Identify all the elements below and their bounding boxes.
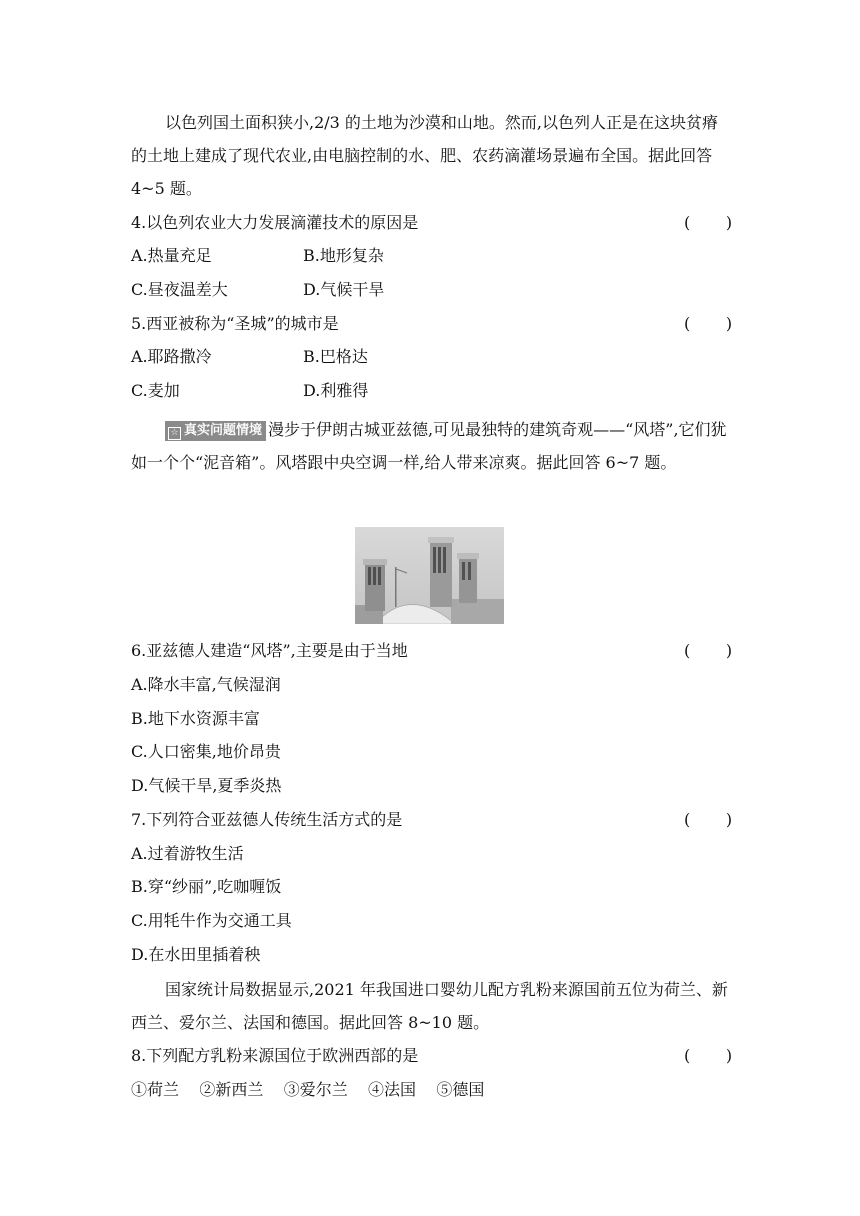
question-6-answer-paren: ( ): [684, 641, 733, 660]
question-4-stem: 4.以色列农业大力发展滴灌技术的原因是: [131, 213, 419, 232]
wind-tower-photo: [355, 527, 504, 624]
question-6-option-b: B.地下水资源丰富: [131, 709, 260, 728]
question-8-answer-paren: ( ): [684, 1046, 733, 1065]
question-7-option-d: D.在水田里插着秧: [131, 945, 261, 964]
question-7-stem: 7.下列符合亚兹德人传统生活方式的是: [131, 810, 403, 829]
intro-paragraph-yazd: [131, 413, 731, 479]
question-6-stem: 6.亚兹德人建造“风塔”,主要是由于当地: [131, 641, 408, 660]
question-4-option-c: C.昼夜温差大: [131, 280, 228, 299]
intro-paragraph-yazd-text: 漫步于伊朗古城亚兹德,可见最独特的建筑奇观——“风塔”,它们犹如一个个“泥音箱”。风塔跟中央空调一样,给人带来凉爽。据此回答 6~7 题。: [131, 420, 727, 472]
question-4-answer-paren: ( ): [684, 213, 733, 232]
question-8-options: ①荷兰 ②新西兰 ③爱尔兰 ④法国 ⑤德国: [131, 1080, 485, 1099]
question-6-option-c: C.人口密集,地价昂贵: [131, 742, 281, 761]
question-5-option-a: A.耶路撒冷: [131, 347, 212, 366]
intro-paragraph-israel: 以色列国土面积狭小,2/3 的土地为沙漠和山地。然而,以色列人正是在这块贫瘠的土地上建成了现代农业,由电脑控制的水、肥、农药滴灌场景遍布全国。据此回答 4~5 题。: [131, 113, 719, 198]
context-tag-label: 真实问题情境: [184, 423, 263, 438]
question-5-option-d: D.利雅得: [303, 381, 369, 400]
question-6-option-d: D.气候干旱,夏季炎热: [131, 776, 282, 795]
star-icon: ☆: [168, 427, 181, 440]
question-5-option-b: B.巴格达: [303, 347, 368, 366]
intro-paragraph-formula-milk: 国家统计局数据显示,2021 年我国进口婴幼儿配方乳粉来源国前五位为荷兰、新西兰、爱尔兰、法国和德国。据此回答 8~10 题。: [131, 980, 728, 1032]
question-7-option-c: C.用牦牛作为交通工具: [131, 911, 292, 930]
question-6-option-a: A.降水丰富,气候湿润: [131, 675, 281, 694]
question-5-stem: 5.西亚被称为“圣城”的城市是: [131, 314, 339, 333]
question-5-answer-paren: ( ): [684, 314, 733, 333]
question-7-option-a: A.过着游牧生活: [131, 844, 244, 863]
question-5-option-c: C.麦加: [131, 381, 180, 400]
question-4-option-b: B.地形复杂: [303, 246, 384, 265]
question-8-stem: 8.下列配方乳粉来源国位于欧洲西部的是: [131, 1046, 419, 1065]
question-4-option-d: D.气候干旱: [303, 280, 385, 299]
question-4-option-a: A.热量充足: [131, 246, 212, 265]
question-7-answer-paren: ( ): [684, 810, 733, 829]
context-tag: [165, 421, 266, 441]
question-7-option-b: B.穿“纱丽”,吃咖喱饭: [131, 877, 282, 896]
